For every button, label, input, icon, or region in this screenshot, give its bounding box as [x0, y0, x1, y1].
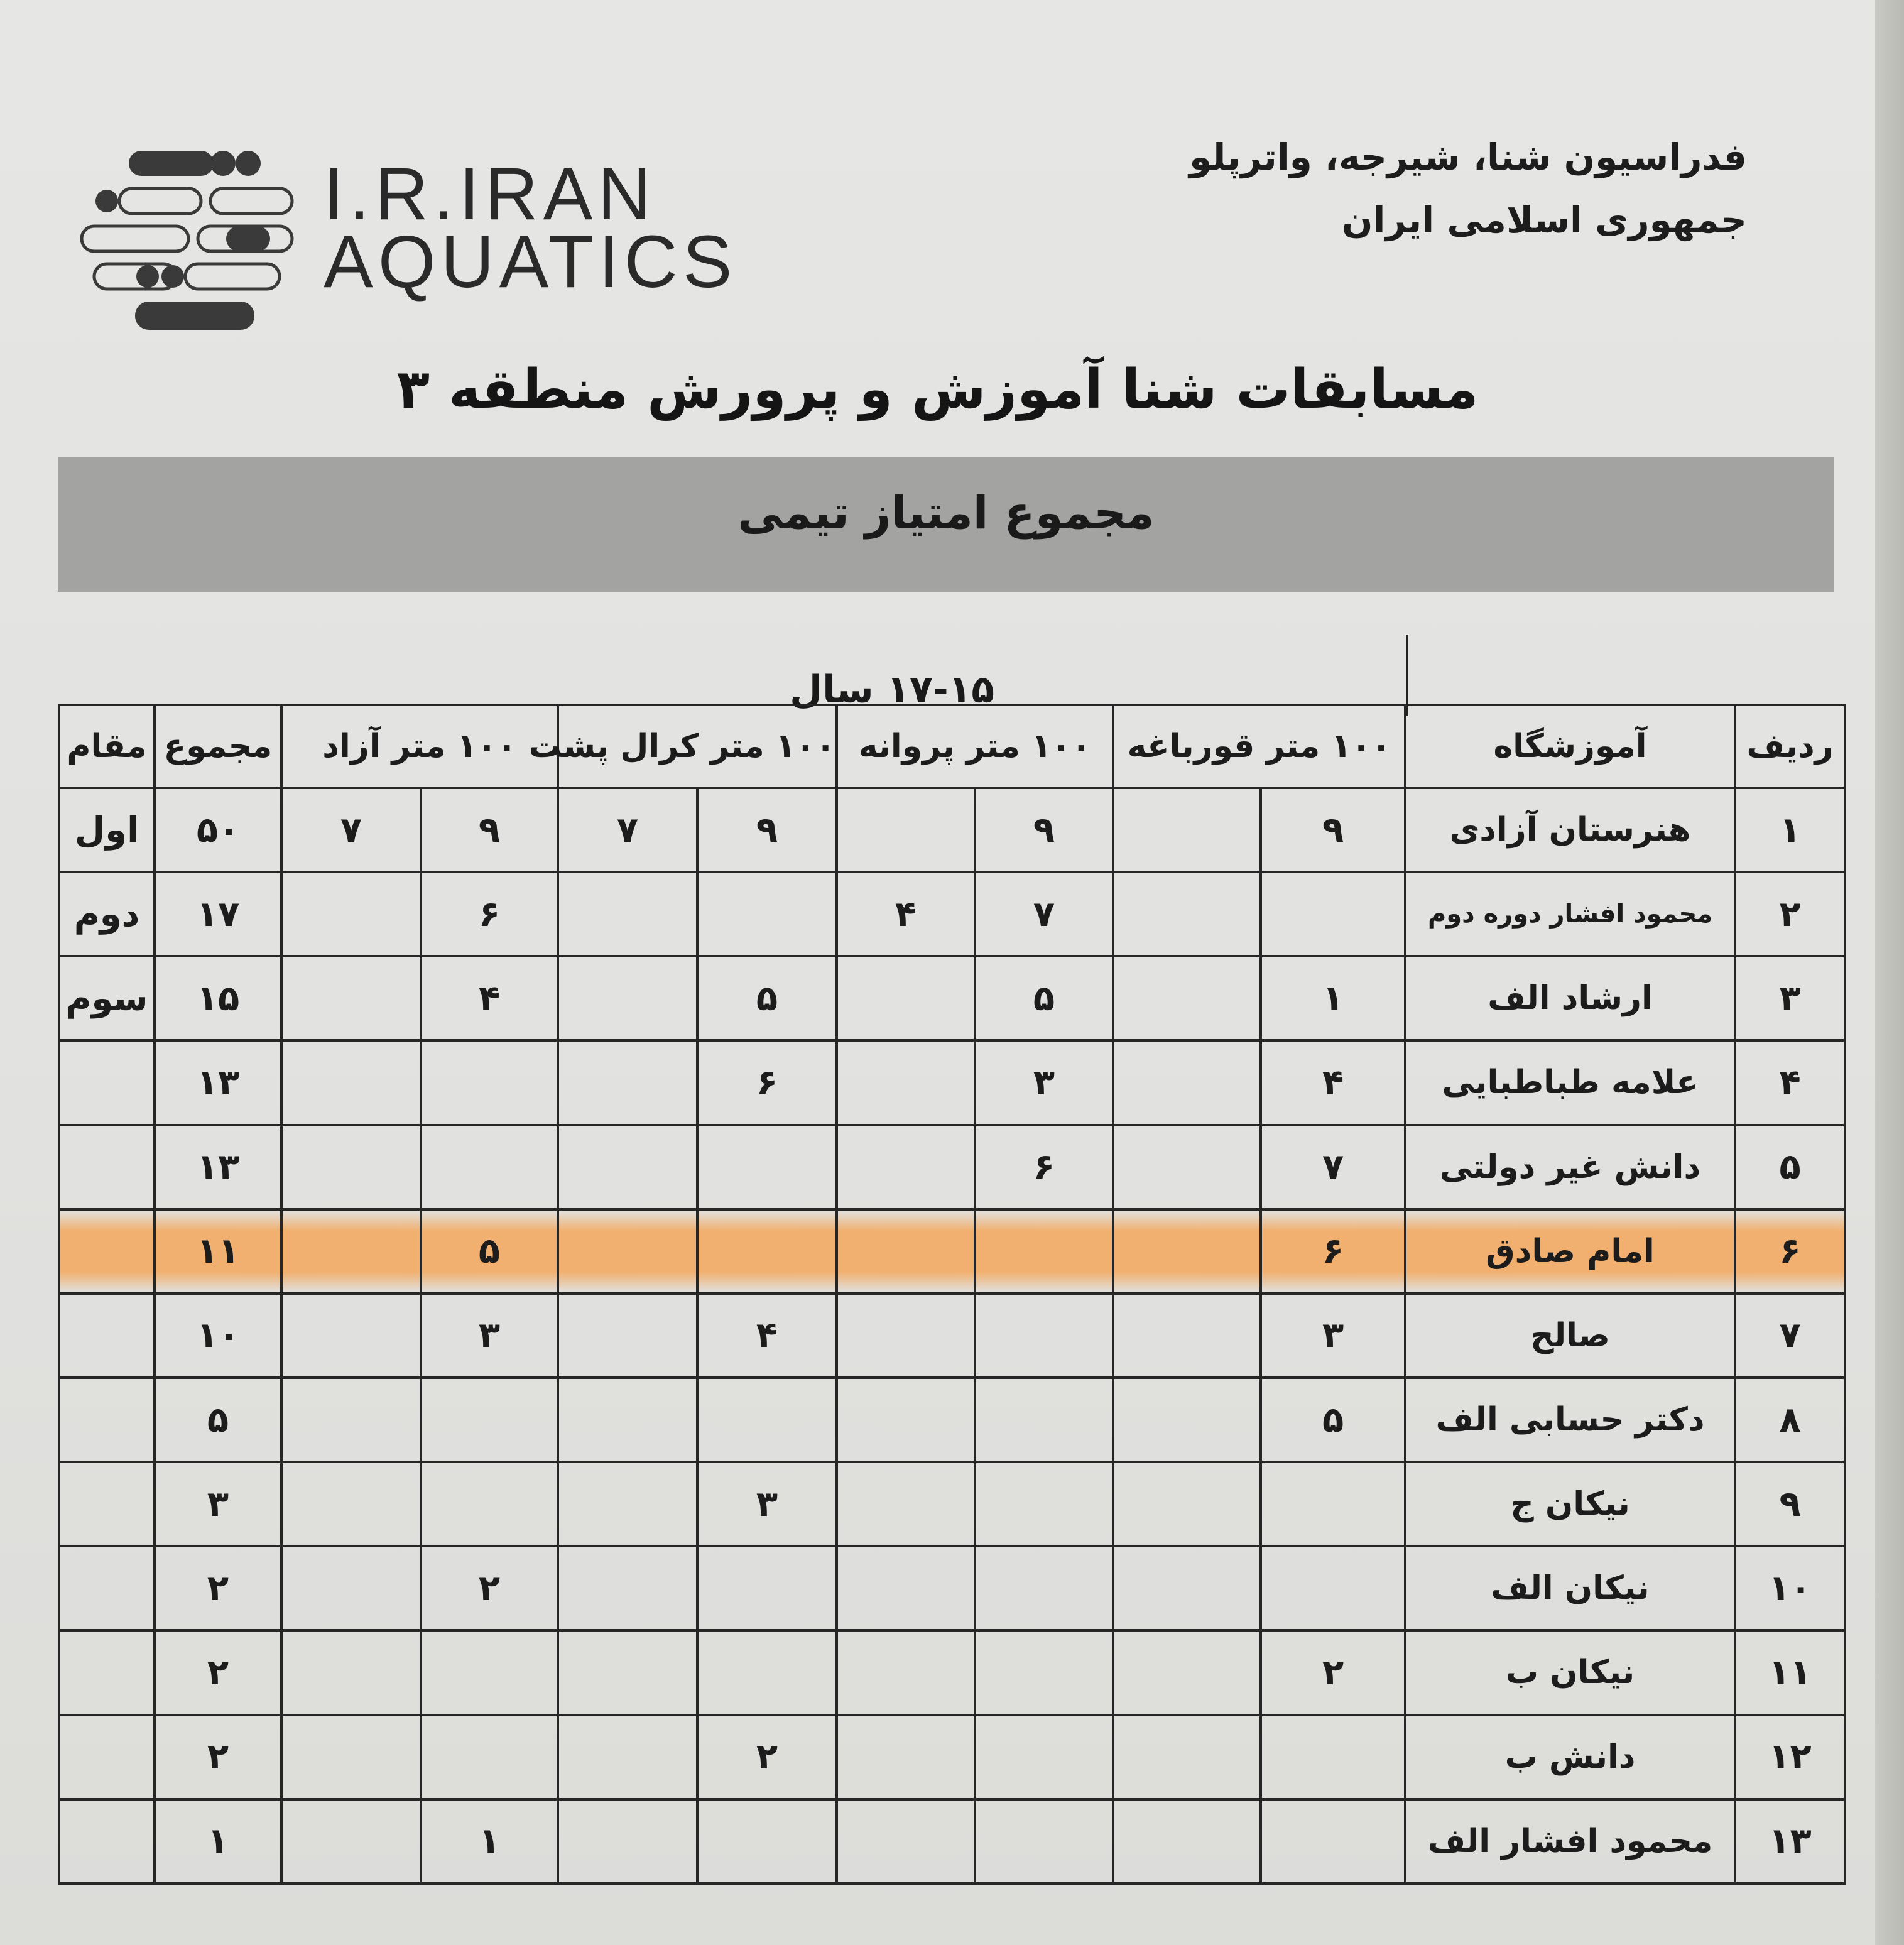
freestyle-score-b	[281, 1209, 421, 1294]
team-score-table	[58, 704, 1846, 1885]
breaststroke-score-b	[1113, 872, 1261, 956]
col-header-row-number: ردیف	[1735, 705, 1845, 788]
freestyle-score-b	[281, 1799, 421, 1883]
breaststroke-score-b	[1113, 1040, 1261, 1125]
total-score: ۵۰	[155, 788, 281, 872]
freestyle-score-a	[421, 1462, 558, 1546]
freestyle-score-b	[281, 1546, 421, 1630]
butterfly-score-b	[837, 1378, 975, 1462]
butterfly-score-b	[837, 1040, 975, 1125]
rank: سوم	[59, 956, 155, 1040]
row-number: ۲	[1735, 872, 1845, 956]
backstroke-score-a: ۵	[697, 956, 837, 1040]
rank	[59, 1040, 155, 1125]
breaststroke-score-a	[1261, 1462, 1405, 1546]
breaststroke-score-b	[1113, 788, 1261, 872]
breaststroke-score-a: ۱	[1261, 956, 1405, 1040]
rank	[59, 1378, 155, 1462]
total-score: ۱۳	[155, 1125, 281, 1209]
backstroke-score-b	[558, 1462, 697, 1546]
freestyle-score-a: ۹	[421, 788, 558, 872]
school-name: محمود افشار دوره دوم	[1405, 872, 1735, 956]
row-number: ۸	[1735, 1378, 1845, 1462]
logo-text-line1: I.R.IRAN	[324, 153, 656, 236]
school-name: علامه طباطبایی	[1405, 1040, 1735, 1125]
school-name: نیکان الف	[1405, 1546, 1735, 1630]
rank	[59, 1630, 155, 1714]
row-number: ۱۲	[1735, 1715, 1845, 1799]
table-header-row	[59, 705, 1845, 788]
butterfly-score-a: ۳	[975, 1040, 1113, 1125]
table-row	[59, 1546, 1845, 1630]
backstroke-score-a	[697, 872, 837, 956]
total-score: ۵	[155, 1378, 281, 1462]
col-header-school: آموزشگاه	[1405, 705, 1735, 788]
row-number: ۱۱	[1735, 1630, 1845, 1714]
breaststroke-score-b	[1113, 1799, 1261, 1883]
table-row	[59, 1125, 1845, 1209]
table-row	[59, 872, 1845, 956]
aquatics-logo	[82, 144, 804, 352]
row-number: ۱۳	[1735, 1799, 1845, 1883]
breaststroke-score-a	[1261, 872, 1405, 956]
total-score: ۱	[155, 1799, 281, 1883]
breaststroke-score-b	[1113, 1715, 1261, 1799]
freestyle-score-b	[281, 956, 421, 1040]
butterfly-score-b	[837, 1209, 975, 1294]
table-row	[59, 1462, 1845, 1546]
col-header-backstroke: ۱۰۰ متر کرال پشت	[558, 705, 837, 788]
butterfly-score-a: ۷	[975, 872, 1113, 956]
freestyle-score-a	[421, 1040, 558, 1125]
butterfly-score-b	[837, 956, 975, 1040]
federation-country: جمهوری اسلامی ایران	[1342, 199, 1747, 241]
row-number: ۹	[1735, 1462, 1845, 1546]
freestyle-score-a	[421, 1630, 558, 1714]
rank	[59, 1294, 155, 1378]
backstroke-score-a	[697, 1630, 837, 1714]
backstroke-score-b	[558, 872, 697, 956]
breaststroke-score-a: ۳	[1261, 1294, 1405, 1378]
school-name: ارشاد الف	[1405, 956, 1735, 1040]
backstroke-score-b	[558, 1294, 697, 1378]
total-score: ۱۷	[155, 872, 281, 956]
row-number: ۶	[1735, 1209, 1845, 1294]
total-score: ۱۳	[155, 1040, 281, 1125]
freestyle-score-b	[281, 1630, 421, 1714]
backstroke-score-a	[697, 1546, 837, 1630]
freestyle-score-a: ۱	[421, 1799, 558, 1883]
breaststroke-score-a: ۹	[1261, 788, 1405, 872]
total-score: ۱۰	[155, 1294, 281, 1378]
butterfly-score-a	[975, 1546, 1113, 1630]
school-name: دانش غیر دولتی	[1405, 1125, 1735, 1209]
backstroke-score-b	[558, 1799, 697, 1883]
table-row	[59, 788, 1845, 872]
table-row	[59, 1209, 1845, 1294]
breaststroke-score-a	[1261, 1546, 1405, 1630]
col-header-total: مجموع	[155, 705, 281, 788]
breaststroke-score-a	[1261, 1799, 1405, 1883]
backstroke-score-a: ۳	[697, 1462, 837, 1546]
breaststroke-score-b	[1113, 1546, 1261, 1630]
backstroke-score-b	[558, 1209, 697, 1294]
butterfly-score-a	[975, 1799, 1113, 1883]
page-title: مسابقات شنا آموزش و پرورش منطقه ۳	[396, 358, 1479, 421]
school-name: محمود افشار الف	[1405, 1799, 1735, 1883]
butterfly-score-b	[837, 1294, 975, 1378]
breaststroke-score-a: ۶	[1261, 1209, 1405, 1294]
freestyle-score-a	[421, 1125, 558, 1209]
freestyle-score-b	[281, 872, 421, 956]
school-name: نیکان ب	[1405, 1630, 1735, 1714]
federation-name: فدراسیون شنا، شیرجه، واترپلو	[1189, 136, 1747, 178]
row-number: ۱۰	[1735, 1546, 1845, 1630]
col-header-butterfly: ۱۰۰ متر پروانه	[837, 705, 1113, 788]
breaststroke-score-b	[1113, 1630, 1261, 1714]
table-row	[59, 1040, 1845, 1125]
freestyle-score-a: ۲	[421, 1546, 558, 1630]
breaststroke-score-b	[1113, 1378, 1261, 1462]
rank: دوم	[59, 872, 155, 956]
age-group-label: ۱۷-۱۵ سال	[790, 668, 994, 712]
school-name: دانش ب	[1405, 1715, 1735, 1799]
butterfly-score-a: ۵	[975, 956, 1113, 1040]
breaststroke-score-a: ۷	[1261, 1125, 1405, 1209]
table-row	[59, 1715, 1845, 1799]
col-header-rank: مقام	[59, 705, 155, 788]
backstroke-score-a: ۲	[697, 1715, 837, 1799]
backstroke-score-b	[558, 956, 697, 1040]
col-header-breaststroke: ۱۰۰ متر قورباغه	[1113, 705, 1405, 788]
school-name: نیکان ج	[1405, 1462, 1735, 1546]
backstroke-score-a: ۶	[697, 1040, 837, 1125]
row-number: ۷	[1735, 1294, 1845, 1378]
butterfly-score-a	[975, 1715, 1113, 1799]
freestyle-score-b	[281, 1294, 421, 1378]
school-name: صالح	[1405, 1294, 1735, 1378]
row-number: ۳	[1735, 956, 1845, 1040]
butterfly-score-a	[975, 1462, 1113, 1546]
butterfly-score-b	[837, 1546, 975, 1630]
backstroke-score-b	[558, 1040, 697, 1125]
freestyle-score-b	[281, 1462, 421, 1546]
backstroke-score-a: ۹	[697, 788, 837, 872]
breaststroke-score-a: ۴	[1261, 1040, 1405, 1125]
subtitle: مجموع امتیاز تیمی	[737, 486, 1155, 539]
rank	[59, 1546, 155, 1630]
page-edge-shadow	[1875, 0, 1904, 1945]
freestyle-score-a: ۳	[421, 1294, 558, 1378]
backstroke-score-a	[697, 1799, 837, 1883]
subtitle-band	[58, 457, 1834, 592]
freestyle-score-a	[421, 1378, 558, 1462]
table-row	[59, 1294, 1845, 1378]
backstroke-score-a	[697, 1125, 837, 1209]
school-name: امام صادق	[1405, 1209, 1735, 1294]
breaststroke-score-a: ۵	[1261, 1378, 1405, 1462]
butterfly-score-b	[837, 1799, 975, 1883]
backstroke-score-b	[558, 1378, 697, 1462]
total-score: ۱۵	[155, 956, 281, 1040]
backstroke-score-a	[697, 1378, 837, 1462]
backstroke-score-b	[558, 1630, 697, 1714]
table-row	[59, 956, 1845, 1040]
freestyle-score-a	[421, 1715, 558, 1799]
backstroke-score-b	[558, 1715, 697, 1799]
breaststroke-score-a: ۲	[1261, 1630, 1405, 1714]
federation-header	[1189, 126, 1747, 251]
col-header-freestyle: ۱۰۰ متر آزاد	[281, 705, 558, 788]
breaststroke-score-b	[1113, 956, 1261, 1040]
butterfly-score-a	[975, 1630, 1113, 1714]
rank	[59, 1462, 155, 1546]
freestyle-score-b	[281, 1378, 421, 1462]
total-score: ۲	[155, 1546, 281, 1630]
freestyle-score-b	[281, 1125, 421, 1209]
butterfly-score-b	[837, 1715, 975, 1799]
logo-text-line2: AQUATICS	[324, 221, 737, 303]
breaststroke-score-b	[1113, 1294, 1261, 1378]
butterfly-score-b	[837, 788, 975, 872]
backstroke-score-b	[558, 1125, 697, 1209]
freestyle-score-a: ۵	[421, 1209, 558, 1294]
total-score: ۳	[155, 1462, 281, 1546]
butterfly-score-b	[837, 1462, 975, 1546]
butterfly-score-a: ۹	[975, 788, 1113, 872]
school-name: هنرستان آزادی	[1405, 788, 1735, 872]
butterfly-score-a	[975, 1209, 1113, 1294]
rank	[59, 1209, 155, 1294]
butterfly-score-a: ۶	[975, 1125, 1113, 1209]
breaststroke-score-b	[1113, 1125, 1261, 1209]
backstroke-score-a	[697, 1209, 837, 1294]
breaststroke-score-b	[1113, 1209, 1261, 1294]
total-score: ۲	[155, 1715, 281, 1799]
freestyle-score-a: ۴	[421, 956, 558, 1040]
breaststroke-score-a	[1261, 1715, 1405, 1799]
school-name: دکتر حسابی الف	[1405, 1378, 1735, 1462]
rank	[59, 1799, 155, 1883]
rank	[59, 1715, 155, 1799]
table-row	[59, 1630, 1845, 1714]
total-score: ۱۱	[155, 1209, 281, 1294]
row-number: ۴	[1735, 1040, 1845, 1125]
table-row	[59, 1378, 1845, 1462]
butterfly-score-b: ۴	[837, 872, 975, 956]
breaststroke-score-b	[1113, 1462, 1261, 1546]
freestyle-score-b	[281, 1715, 421, 1799]
butterfly-score-a	[975, 1378, 1113, 1462]
rank	[59, 1125, 155, 1209]
row-number: ۱	[1735, 788, 1845, 872]
freestyle-score-b	[281, 1040, 421, 1125]
lane-lines-logo-icon	[82, 144, 308, 352]
butterfly-score-b	[837, 1630, 975, 1714]
freestyle-score-a: ۶	[421, 872, 558, 956]
table-row	[59, 1799, 1845, 1883]
total-score: ۲	[155, 1630, 281, 1714]
rank: اول	[59, 788, 155, 872]
butterfly-score-a	[975, 1294, 1113, 1378]
backstroke-score-b	[558, 1546, 697, 1630]
butterfly-score-b	[837, 1125, 975, 1209]
freestyle-score-b: ۷	[281, 788, 421, 872]
row-number: ۵	[1735, 1125, 1845, 1209]
backstroke-score-b: ۷	[558, 788, 697, 872]
backstroke-score-a: ۴	[697, 1294, 837, 1378]
